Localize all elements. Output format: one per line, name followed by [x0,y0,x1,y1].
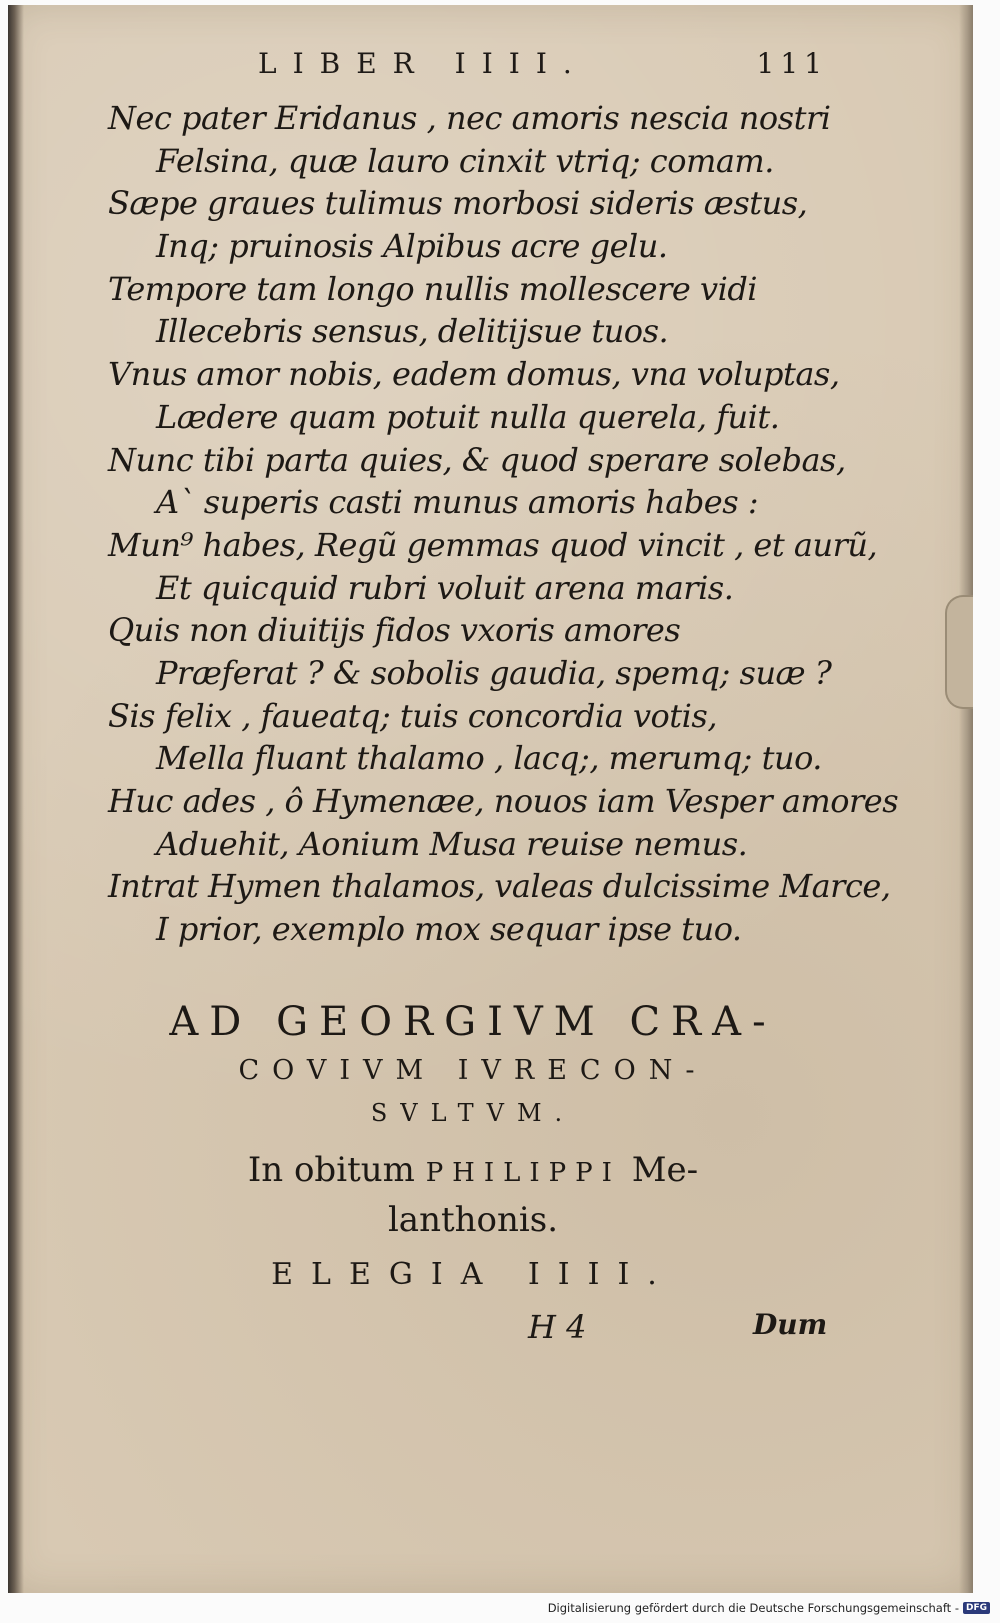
poem-line: Tempore tam longo nullis mollescere vidi [108,269,758,308]
subtitle-name: PHILIPPI [425,1158,621,1188]
poem-line: Mun⁹ habes, Regũ gemmas quod vincit , et aurũ, [108,525,878,564]
subtitle-prefix: In obitum [247,1150,426,1190]
dfg-logo: DFG [963,1602,990,1614]
poem-line: Inq; pruinosis Alpibus acre gelu. [156,227,668,266]
subtitle-suffix: Me- [620,1150,699,1190]
poem-line: Et quicquid rubri voluit arena maris. [156,568,734,607]
poem-line: Præferat ? & sobolis gaudia, spemq; suæ ? [156,653,832,692]
elegy-title: ELEGIA IIII. [271,1257,675,1292]
poem-line: Illecebris sensus, delitijsue tuos. [156,312,669,351]
binding-shadow [8,5,24,1593]
page-number: 111 [756,47,828,80]
fore-edge [959,5,973,1593]
running-header [258,47,828,80]
poem-line: A` superis casti munus amoris habes : [156,483,759,522]
poem-line: Nunc tibi parta quies, & quod sperare solebas, [108,440,846,479]
heading-line-2: COVIVM IVRECON- [238,1055,708,1086]
poem-line: Sæpe graues tulimus morbosi sideris æstus, [108,184,808,223]
poem-line: I prior, exemplo mox sequar ipse tuo. [156,910,742,949]
poem-line: Lædere quam potuit nulla querela, fuit. [156,397,780,436]
digitization-footer [548,1598,990,1618]
poem-line: Quis non diuitijs fidos vxoris amores [108,611,681,650]
poem-line: Intrat Hymen thalamos, valeas dulcissime Marce, [108,867,891,906]
running-title: LIBER IIII. [258,47,588,80]
poem-line: Sis felix , faueatq; tuis concordia votis, [108,696,717,735]
signature-mark: H 4 [528,1308,587,1346]
poem-line: Felsina, quæ lauro cinxit vtriq; comam. [156,141,774,180]
poem-line: Mella fluant thalamo , lacq;, merumq; tuo. [156,739,822,778]
poem-line: Aduehit, Aonium Musa reuise nemus. [156,824,748,863]
subtitle-line-1 [108,1150,838,1190]
heading-line-1: AD GEORGIVM CRA- [169,999,777,1045]
book-page [8,5,973,1593]
poem-line: Huc ades , ô Hymenæe, nouos iam Vesper amores [108,782,899,820]
heading-line-3: SVLTVM. [370,1099,576,1127]
subtitle-line-2: lanthonis. [387,1200,559,1240]
page-edge-tab [945,595,973,709]
catchword: Dum [753,1308,828,1341]
poem-line: Vnus amor nobis, eadem domus, vna voluptas, [108,355,840,394]
footer-text: Digitalisierung gefördert durch die Deutsche Forschungsgemeinschaft - [547,1601,959,1615]
poem-text [108,97,899,951]
poem-line: Nec pater Eridanus , nec amoris nescia nostri [108,99,831,137]
